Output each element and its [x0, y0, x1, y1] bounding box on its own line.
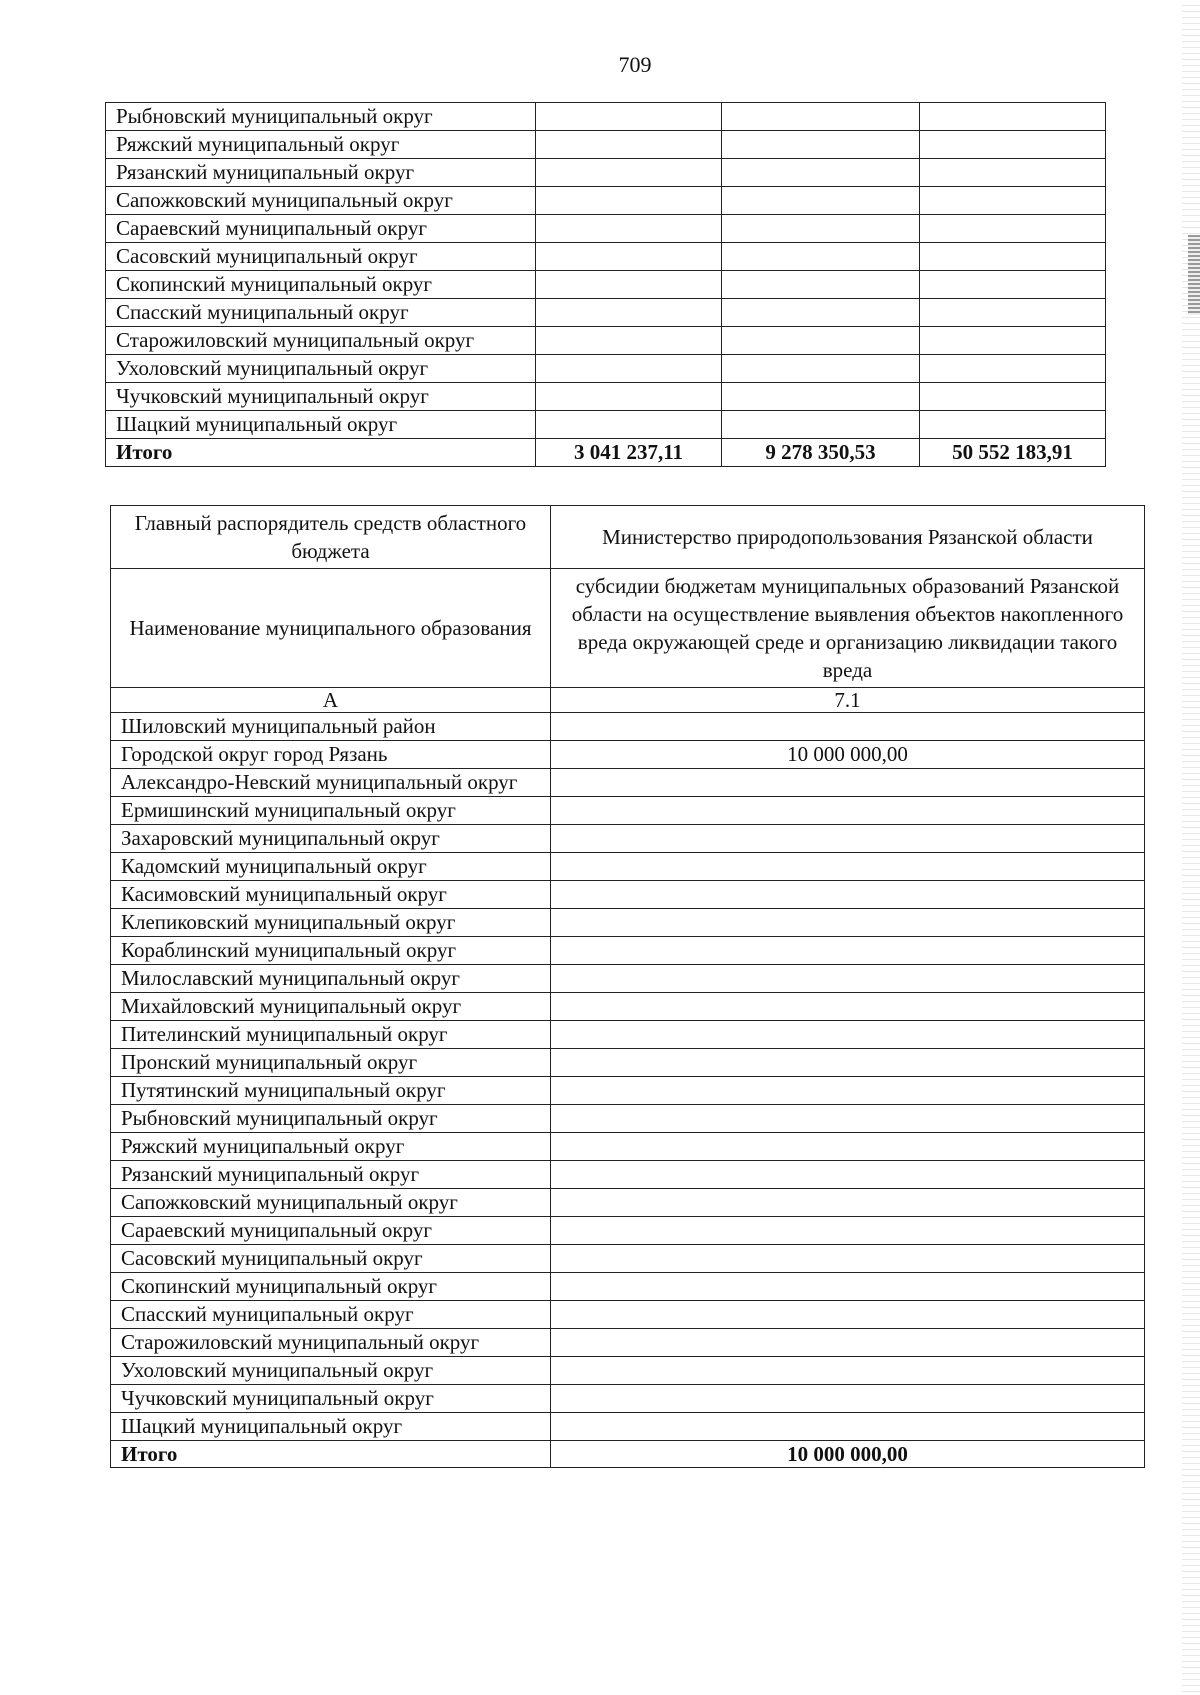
col-71: 7.1	[551, 688, 1145, 713]
empty-cell	[920, 243, 1106, 271]
empty-cell	[722, 243, 920, 271]
subsidy-value	[551, 1077, 1145, 1105]
subsidy-value	[551, 1217, 1145, 1245]
municipality-name: Рязанский муниципальный округ	[111, 1161, 551, 1189]
subsidy-value	[551, 993, 1145, 1021]
table-row	[106, 411, 1106, 439]
bottom-total-value: 10 000 000,00	[551, 1441, 1145, 1468]
table-row	[106, 383, 1106, 411]
table-row	[111, 1161, 1145, 1189]
empty-cell	[722, 103, 920, 131]
municipality-name: Клепиковский муниципальный округ	[111, 909, 551, 937]
empty-cell	[536, 411, 722, 439]
municipality-name: Рыбновский муниципальный округ	[111, 1105, 551, 1133]
subsidy-value	[551, 853, 1145, 881]
table-top-body	[106, 103, 1106, 439]
subsidy-value	[551, 797, 1145, 825]
header-name-row	[111, 569, 1145, 688]
empty-cell	[536, 243, 722, 271]
table-row	[106, 271, 1106, 299]
municipality-name: Кораблинский муниципальный округ	[111, 937, 551, 965]
empty-cell	[536, 131, 722, 159]
table-row	[111, 1189, 1145, 1217]
municipality-name: Захаровский муниципальный округ	[111, 825, 551, 853]
table-row	[111, 1413, 1145, 1441]
empty-cell	[722, 411, 920, 439]
municipality-name: Сасовский муниципальный округ	[111, 1245, 551, 1273]
empty-cell	[536, 103, 722, 131]
municipality-name: Михайловский муниципальный округ	[111, 993, 551, 1021]
table-row	[111, 965, 1145, 993]
subsidy-value	[551, 965, 1145, 993]
empty-cell	[536, 271, 722, 299]
table-row	[106, 299, 1106, 327]
empty-cell	[722, 355, 920, 383]
table-row	[111, 993, 1145, 1021]
header-subsidy: субсидии бюджетам муниципальных образований Рязанской области на осуществление выявления объектов накопленного вреда окружающей среде и организацию ликвидации такого вреда	[551, 569, 1145, 688]
table-row	[111, 1273, 1145, 1301]
municipality-name: Шацкий муниципальный округ	[111, 1413, 551, 1441]
subsidy-value	[551, 1133, 1145, 1161]
empty-cell	[722, 187, 920, 215]
municipality-name: Ухоловский муниципальный округ	[106, 355, 536, 383]
table-row	[111, 769, 1145, 797]
col-a: А	[111, 688, 551, 713]
municipality-name: Скопинский муниципальный округ	[111, 1273, 551, 1301]
table-row	[106, 355, 1106, 383]
table-bottom-body	[111, 713, 1145, 1441]
subsidy-value	[551, 769, 1145, 797]
empty-cell	[920, 411, 1106, 439]
header-distributor-label: Главный распорядитель средств областного бюджета	[111, 506, 551, 569]
table-row	[106, 243, 1106, 271]
municipality-name: Спасский муниципальный округ	[111, 1301, 551, 1329]
table-row	[106, 103, 1106, 131]
table-row	[106, 131, 1106, 159]
municipality-name: Касимовский муниципальный округ	[111, 881, 551, 909]
municipality-name: Пронский муниципальный округ	[111, 1049, 551, 1077]
municipality-name: Ермишинский муниципальный округ	[111, 797, 551, 825]
subsidy-value	[551, 909, 1145, 937]
header-index-row	[111, 688, 1145, 713]
subsidy-value	[551, 881, 1145, 909]
municipality-name: Пителинский муниципальный округ	[111, 1021, 551, 1049]
subsidy-value	[551, 1105, 1145, 1133]
subsidy-value	[551, 1385, 1145, 1413]
municipality-name: Чучковский муниципальный округ	[111, 1385, 551, 1413]
empty-cell	[536, 215, 722, 243]
empty-cell	[722, 383, 920, 411]
table-row	[111, 909, 1145, 937]
empty-cell	[920, 187, 1106, 215]
subsidy-value	[551, 1273, 1145, 1301]
bottom-total-label: Итого	[111, 1441, 551, 1468]
subsidy-value	[551, 825, 1145, 853]
municipality-name: Рязанский муниципальный округ	[106, 159, 536, 187]
table-row	[111, 1301, 1145, 1329]
table-bottom	[110, 505, 1145, 1468]
municipality-name: Спасский муниципальный округ	[106, 299, 536, 327]
municipality-name: Кадомский муниципальный округ	[111, 853, 551, 881]
table-row	[111, 713, 1145, 741]
empty-cell	[722, 271, 920, 299]
municipality-name: Ряжский муниципальный округ	[111, 1133, 551, 1161]
empty-cell	[536, 327, 722, 355]
table-top	[105, 102, 1106, 467]
empty-cell	[920, 215, 1106, 243]
table-row	[111, 1329, 1145, 1357]
table-row	[111, 1049, 1145, 1077]
table-row	[111, 1357, 1145, 1385]
empty-cell	[722, 215, 920, 243]
empty-cell	[722, 131, 920, 159]
table-row	[111, 853, 1145, 881]
municipality-name: Сараевский муниципальный округ	[106, 215, 536, 243]
table-row	[111, 881, 1145, 909]
municipality-name: Городской округ город Рязань	[111, 741, 551, 769]
municipality-name: Сасовский муниципальный округ	[106, 243, 536, 271]
subsidy-value	[551, 1301, 1145, 1329]
municipality-name: Чучковский муниципальный округ	[106, 383, 536, 411]
table-row	[106, 327, 1106, 355]
empty-cell	[920, 299, 1106, 327]
municipality-name: Путятинский муниципальный округ	[111, 1077, 551, 1105]
subsidy-value	[551, 937, 1145, 965]
municipality-name: Сараевский муниципальный округ	[111, 1217, 551, 1245]
subsidy-value	[551, 1049, 1145, 1077]
subsidy-value	[551, 1161, 1145, 1189]
table-row	[111, 1021, 1145, 1049]
empty-cell	[722, 299, 920, 327]
empty-cell	[536, 355, 722, 383]
empty-cell	[920, 103, 1106, 131]
municipality-name: Шацкий муниципальный округ	[106, 411, 536, 439]
total-col1: 3 041 237,11	[536, 439, 722, 467]
table-row	[111, 1217, 1145, 1245]
municipality-name: Ряжский муниципальный округ	[106, 131, 536, 159]
table-row	[111, 1385, 1145, 1413]
table-top-total-row	[106, 439, 1106, 467]
municipality-name: Шиловский муниципальный район	[111, 713, 551, 741]
empty-cell	[536, 383, 722, 411]
subsidy-value	[551, 1329, 1145, 1357]
header-name-label: Наименование муниципального образования	[111, 569, 551, 688]
subsidy-value	[551, 1021, 1145, 1049]
page-number: 709	[618, 52, 652, 77]
municipality-name: Рыбновский муниципальный округ	[106, 103, 536, 131]
table-bottom-total-row	[111, 1441, 1145, 1468]
empty-cell	[722, 159, 920, 187]
empty-cell	[536, 299, 722, 327]
municipality-name: Ухоловский муниципальный округ	[111, 1357, 551, 1385]
table-row	[111, 797, 1145, 825]
table-row	[111, 1077, 1145, 1105]
header-distributor-value: Министерство природопользования Рязанской области	[551, 506, 1145, 569]
empty-cell	[920, 271, 1106, 299]
subsidy-value: 10 000 000,00	[551, 741, 1145, 769]
municipality-name: Милославский муниципальный округ	[111, 965, 551, 993]
subsidy-value	[551, 713, 1145, 741]
empty-cell	[536, 187, 722, 215]
municipality-name: Старожиловский муниципальный округ	[111, 1329, 551, 1357]
municipality-name: Сапожковский муниципальный округ	[111, 1189, 551, 1217]
table-row	[106, 215, 1106, 243]
total-label: Итого	[106, 439, 536, 467]
empty-cell	[920, 131, 1106, 159]
empty-cell	[920, 159, 1106, 187]
table-row	[106, 159, 1106, 187]
table-row	[111, 1133, 1145, 1161]
table-row	[111, 1245, 1145, 1273]
empty-cell	[536, 159, 722, 187]
municipality-name: Старожиловский муниципальный округ	[106, 327, 536, 355]
municipality-name: Александро-Невский муниципальный округ	[111, 769, 551, 797]
empty-cell	[920, 383, 1106, 411]
municipality-name: Сапожковский муниципальный округ	[106, 187, 536, 215]
header-distributor-row	[111, 506, 1145, 569]
subsidy-value	[551, 1245, 1145, 1273]
table-row	[106, 187, 1106, 215]
empty-cell	[722, 327, 920, 355]
subsidy-value	[551, 1413, 1145, 1441]
table-row	[111, 1105, 1145, 1133]
subsidy-value	[551, 1189, 1145, 1217]
subsidy-value	[551, 1357, 1145, 1385]
municipality-name: Скопинский муниципальный округ	[106, 271, 536, 299]
scan-edge-dark-artifact	[1188, 235, 1200, 315]
table-row	[111, 937, 1145, 965]
total-col3: 50 552 183,91	[920, 439, 1106, 467]
total-col2: 9 278 350,53	[722, 439, 920, 467]
table-row	[111, 825, 1145, 853]
table-row	[111, 741, 1145, 769]
empty-cell	[920, 327, 1106, 355]
empty-cell	[920, 355, 1106, 383]
